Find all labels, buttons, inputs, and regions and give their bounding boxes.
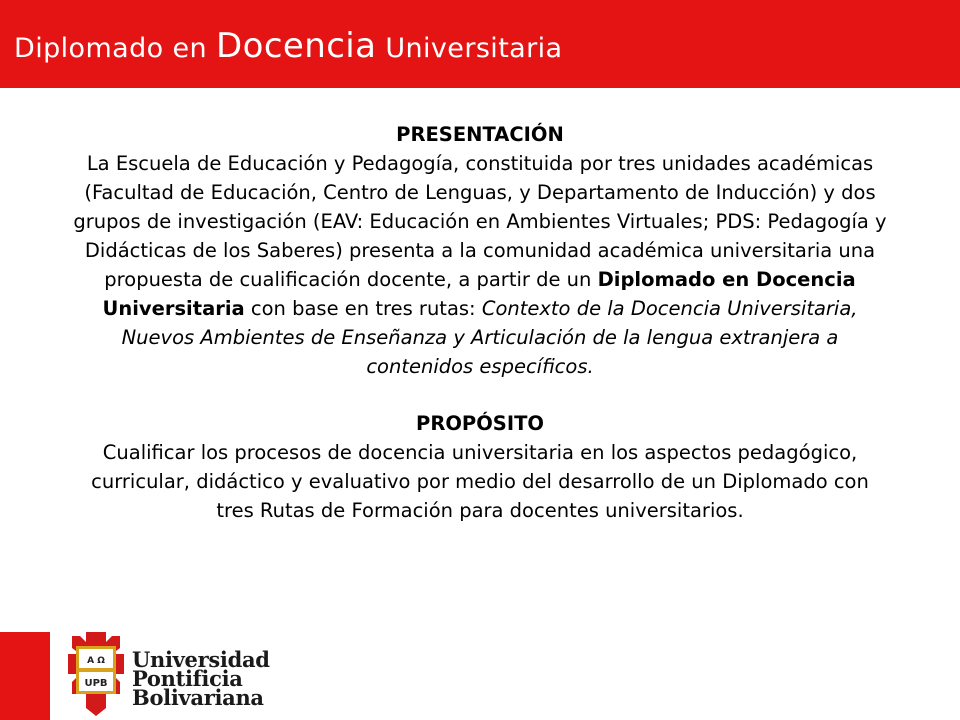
presentacion-text-1: La Escuela de Educación y Pedagogía, constituida por tres unidades académicas (Facultad de Educación, Centro de Lenguas, y Departamento de Inducción) y dos grupos de investigación (EAV: Educación en Ambientes Virtuales; PDS: Pedagogía y Didácticas de los Saberes) presenta a la comunidad académica universitaria una propuesta de cualificación docente, a partir de un <box>73 152 887 291</box>
page-title <box>14 26 562 69</box>
shield-top-text: A Ω <box>87 656 105 666</box>
title-part-3: Universitaria <box>376 33 563 64</box>
logo-text <box>132 647 272 710</box>
section-spacer <box>72 381 888 409</box>
shield-bottom-text: UPB <box>84 678 108 689</box>
title-part-2: Docencia <box>216 26 377 66</box>
bottom-red-strip <box>0 632 50 720</box>
logo-line-1: Universidad <box>132 647 270 672</box>
university-logo <box>60 628 270 718</box>
logo-line-3: Bolivariana <box>132 685 264 710</box>
logo-line-2: Pontificia <box>132 666 243 691</box>
header-bar <box>0 0 960 88</box>
presentacion-paragraph <box>72 149 888 381</box>
main-content <box>72 120 888 525</box>
title-part-1: Diplomado en <box>14 33 217 64</box>
cross-shield-icon <box>60 628 132 718</box>
proposito-heading: PROPÓSITO <box>416 412 544 435</box>
presentacion-heading: PRESENTACIÓN <box>396 123 564 146</box>
presentacion-text-2: con base en tres rutas: <box>244 297 482 320</box>
presentacion-italic-text: Contexto de la Docencia Universitaria, Nuevos Ambientes de Enseñanza y Articulación de la lengua extranjera a contenidos específicos. <box>121 297 858 378</box>
proposito-paragraph: Cualificar los procesos de docencia universitaria en los aspectos pedagógico, curricular, didáctico y evaluativo por medio del desarrollo de un Diplomado con tres Rutas de Formación para docentes universitarios. <box>91 441 869 522</box>
presentacion-bold-text: Diplomado en Docencia Universitaria <box>102 268 856 320</box>
